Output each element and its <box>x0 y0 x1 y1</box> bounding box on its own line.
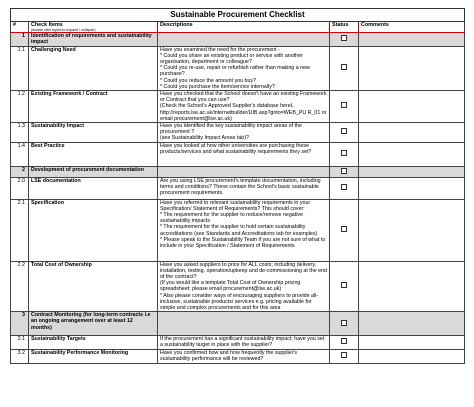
header-row <box>11 22 465 33</box>
status-cell <box>330 261 359 312</box>
status-cell <box>330 349 359 363</box>
check-item[interactable]: Sustainability Performance Monitoring <box>29 349 158 363</box>
item-description: Have you looked at how other universities are purchasing these products/services and what sustainability requirements they set? <box>158 142 330 166</box>
status-checkbox[interactable] <box>341 338 347 344</box>
status-cell <box>330 142 359 166</box>
header-comments: Comments <box>359 22 465 33</box>
comments-cell[interactable] <box>359 46 465 90</box>
table-row[interactable] <box>11 123 465 143</box>
row-number: 2.0 <box>11 177 29 199</box>
status-checkbox[interactable] <box>341 102 347 108</box>
check-item[interactable]: Total Cost of Ownership <box>29 261 158 312</box>
check-item[interactable]: Existing Framework / Contract <box>29 91 158 123</box>
section-row[interactable] <box>11 312 465 336</box>
item-description: Have you referred to relevant sustainability requirements in your Specification/ Statement of Requirements? This should cover: * The requirement for the supplier to reduce/remove negative sustainability impacts * The requirement for the supplier to hold certain sustainability accreditations (see Standards and Accreditations tab for examples) * Please speak to the Sustainability Team if you are not sure of what to include in your Specification / Statement of Requirements <box>158 199 330 261</box>
check-item[interactable]: LSE documentation <box>29 177 158 199</box>
item-description: Have you confirmed how and how frequently the supplier's sustainability performance will be reviewed? <box>158 349 330 363</box>
table-row[interactable] <box>11 46 465 90</box>
item-description: Have you examined the need for the procurement - * Could you share an existing product or service with another organisation, department or colleague? * Could you re-use, repair or refurbish rather than making a new purchase? * Could you reduce the amount you buy? * Could you purchase the item/service internally? <box>158 46 330 90</box>
table-row[interactable] <box>11 349 465 363</box>
comments-cell[interactable] <box>359 349 465 363</box>
comments-cell[interactable] <box>359 166 465 177</box>
header-status: Status <box>330 22 359 33</box>
status-checkbox[interactable] <box>341 320 347 326</box>
table-row[interactable] <box>11 336 465 349</box>
header-num: # <box>11 22 29 33</box>
item-description: Have you asked suppliers to price for ALL costs; including delivery, installation, testing, operation/upkeep and de-commissioning at the end of the contract? (If you would like a template Total Cost of Ownership pricing spreadsheet; please email procurement@lse.ac.uk) * Also please consider ways of encouraging suppliers to provide all-inclusive, sustainable products/ services e.g. pricing available for simple and complex procurements and for this area <box>158 261 330 312</box>
status-cell <box>330 199 359 261</box>
row-number: 3.1 <box>11 336 29 349</box>
status-checkbox[interactable] <box>341 282 347 288</box>
comments-cell[interactable] <box>359 199 465 261</box>
status-checkbox[interactable] <box>341 64 347 70</box>
section-title[interactable]: Contract Monitoring (for long-term contracts i.e an ongoing arrangement over at least 12 months) <box>29 312 158 336</box>
title-row <box>11 9 465 22</box>
row-number: 3 <box>11 312 29 336</box>
table-row[interactable] <box>11 142 465 166</box>
checklist-sheet <box>10 8 464 407</box>
status-checkbox[interactable] <box>341 128 347 134</box>
table-row[interactable] <box>11 199 465 261</box>
status-cell <box>330 123 359 143</box>
status-checkbox[interactable] <box>341 35 347 41</box>
item-description <box>158 166 330 177</box>
comments-cell[interactable] <box>359 91 465 123</box>
row-number: 3.2 <box>11 349 29 363</box>
status-checkbox[interactable] <box>341 150 347 156</box>
comments-cell[interactable] <box>359 177 465 199</box>
check-item[interactable]: Best Practice <box>29 142 158 166</box>
status-checkbox[interactable] <box>341 184 347 190</box>
comments-cell[interactable] <box>359 312 465 336</box>
status-checkbox[interactable] <box>341 168 347 174</box>
comments-cell[interactable] <box>359 336 465 349</box>
table-row[interactable] <box>11 177 465 199</box>
row-number: 1.3 <box>11 123 29 143</box>
status-cell <box>330 33 359 46</box>
status-checkbox[interactable] <box>341 352 347 358</box>
status-checkbox[interactable] <box>341 226 347 232</box>
header-descriptions: Descriptions <box>158 22 330 33</box>
row-number: 1.2 <box>11 91 29 123</box>
item-description: Have you checked that the School doesn't have an existing Framework or Contract that you can use? (Check the School's Approved Supplier's database hereL http://reports.lse.ac.uk/internetbuilder/UIB.asp?goto=WEB_PU R_01 or email procurement@lse.ac.uk) <box>158 91 330 123</box>
item-description <box>158 33 330 46</box>
check-item[interactable]: Challenging Need <box>29 46 158 90</box>
section-title[interactable]: Identification of requirements and sustainability impact <box>29 33 158 46</box>
item-description: Have you identified the key sustainability impact areas of the procurement ? (see Sustainability Impact Areas tab)? <box>158 123 330 143</box>
row-number: 2.1 <box>11 199 29 261</box>
item-description <box>158 312 330 336</box>
row-number: 1.4 <box>11 142 29 166</box>
checklist-table <box>10 8 465 364</box>
row-number: 1.1 <box>11 46 29 90</box>
status-cell <box>330 336 359 349</box>
row-number: 2 <box>11 166 29 177</box>
comments-cell[interactable] <box>359 123 465 143</box>
status-cell <box>330 91 359 123</box>
item-description: If the procurement has a significant sustainability impact; have you set a sustainability target in place with the supplier? <box>158 336 330 349</box>
comments-cell[interactable] <box>359 142 465 166</box>
check-item[interactable]: Sustainability Impact <box>29 123 158 143</box>
section-title[interactable]: Development of procurement documentation <box>29 166 158 177</box>
status-cell <box>330 166 359 177</box>
comments-cell[interactable] <box>359 261 465 312</box>
section-row[interactable] <box>11 166 465 177</box>
item-description: Are you using LSE procurement's template documentation, including terms and conditions? These contain the School's basic sustainable procurement requirements. <box>158 177 330 199</box>
page-title: Sustainable Procurement Checklist <box>11 9 465 22</box>
row-number: 2.2 <box>11 261 29 312</box>
status-cell <box>330 312 359 336</box>
table-row[interactable] <box>11 91 465 123</box>
header-check-items-hint: (double click topics to expand / collapse) <box>31 28 96 33</box>
header-check-items <box>29 22 158 33</box>
table-row[interactable] <box>11 261 465 312</box>
comments-cell[interactable] <box>359 33 465 46</box>
status-cell <box>330 46 359 90</box>
row-number: 1 <box>11 33 29 46</box>
status-cell <box>330 177 359 199</box>
section-row[interactable] <box>11 33 465 46</box>
check-item[interactable]: Sustainability Targets <box>29 336 158 349</box>
check-item[interactable]: Specification <box>29 199 158 261</box>
header-check-items-label: Check Items <box>31 22 63 28</box>
